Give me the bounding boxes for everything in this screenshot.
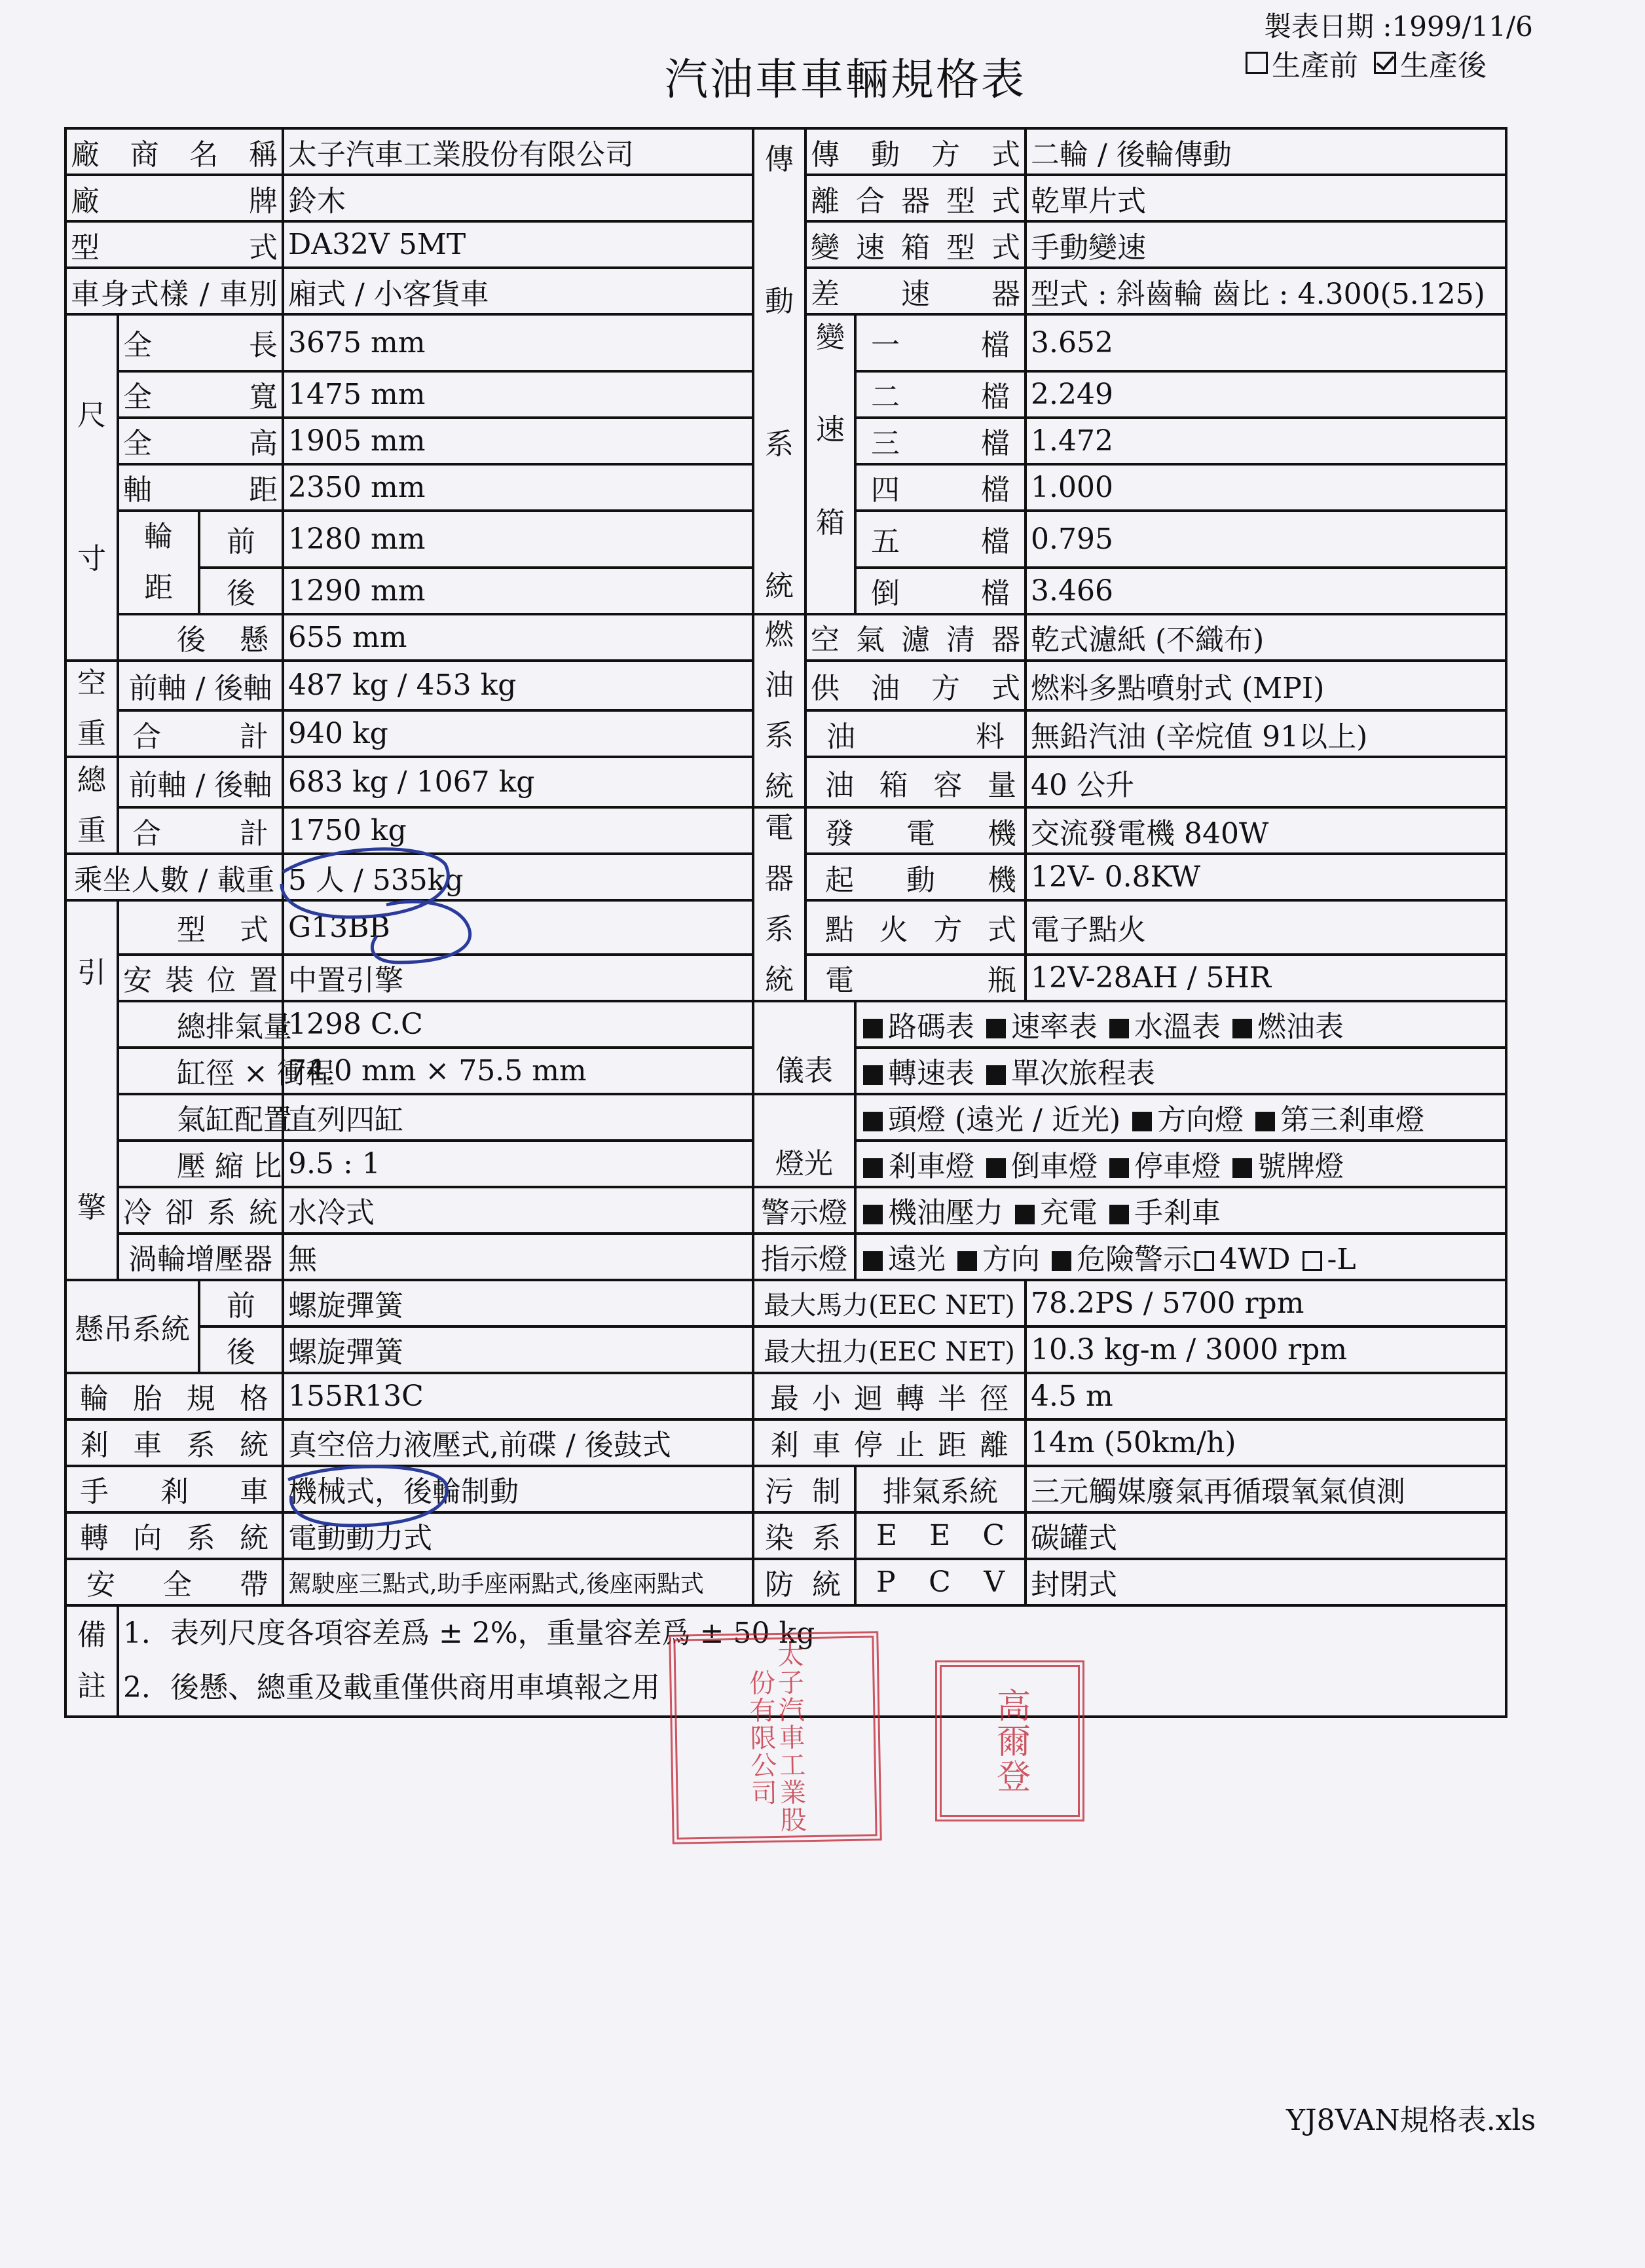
fuel-label: 油 料 [805, 710, 1026, 757]
battery-value: 12V-28AH / 5HR [1026, 955, 1506, 1001]
pollution-group-a: 污制 [753, 1466, 855, 1512]
note-2: 2．後懸、總重及載重僅供商用車填報之用 [118, 1661, 1506, 1717]
curb-axle-value: 487 kg / 453 kg [283, 661, 753, 711]
cylinder-value: 直列四缸 [283, 1094, 753, 1141]
curb-total-label: 合 計 [118, 710, 283, 757]
fuel-value: 無鉛汽油 (辛烷值 91以上) [1026, 710, 1506, 757]
curb-weight-group: 空 重 [65, 661, 118, 758]
rear-overhang-value: 655 mm [283, 614, 753, 661]
filled-square-icon [1232, 1158, 1252, 1178]
production-date: 製表日期 :1999/11/6 [1264, 10, 1533, 43]
filled-square-icon [1255, 1112, 1275, 1131]
dimension-group: 尺 寸 [65, 314, 118, 661]
table-row [65, 128, 1506, 175]
filled-square-icon [986, 1019, 1006, 1038]
gear2-label: 二 檔 [855, 371, 1026, 418]
turn-radius-label: 最小迴轉半徑 [753, 1373, 1026, 1419]
gear3-label: 三 檔 [855, 418, 1026, 464]
electrical-group: 電 器 系 統 [753, 807, 805, 1001]
company-seal: 太子汽車工業股份有限公司 [669, 1631, 882, 1844]
table-row [65, 1234, 1506, 1280]
steering-value: 電動動力式 [283, 1512, 753, 1559]
cylinder-label: 氣缸配置 [118, 1094, 283, 1141]
engine-type-value: G13BB [283, 900, 753, 955]
filled-square-icon [1052, 1251, 1071, 1271]
fuel-supply-value: 燃料多點噴射式 (MPI) [1026, 661, 1506, 711]
engine-group: 引 擎 [65, 900, 118, 1280]
meters-row1: 路碼表 速率表 水溫表 燃油表 [855, 1001, 1506, 1048]
eec-value: 碳罐式 [1026, 1512, 1506, 1559]
diff-value: 型式 : 斜齒輪 齒比 : 4.300(5.125) [1026, 268, 1506, 314]
curb-total-value: 940 kg [283, 710, 753, 757]
gear5-value: 0.795 [1026, 511, 1506, 568]
alternator-label: 發 電 機 [805, 807, 1026, 854]
notes-group: 備 註 [65, 1605, 118, 1717]
rear-overhang-label: 後 懸 [118, 614, 283, 661]
gearbox-value: 手動變速 [1026, 221, 1506, 268]
width-label: 全 寬 [118, 371, 283, 418]
air-filter-label: 空氣濾清器 [805, 614, 1026, 661]
indicator-lights: 遠光 方向 危險警示 4WD -L [855, 1234, 1506, 1280]
reverse-label: 倒 檔 [855, 568, 1026, 614]
ignition-label: 點火方式 [805, 900, 1026, 955]
passengers-value: 5 人 / 535kg [283, 854, 753, 900]
max-torque-label: 最大扭力(EEC NET) [753, 1326, 1026, 1373]
gross-total-label: 合 計 [118, 807, 283, 854]
wheelbase-label: 軸 距 [118, 464, 283, 511]
manufacturer-label: 廠 商 名 稱 [65, 128, 283, 175]
fuel-supply-label: 供 油 方 式 [805, 661, 1026, 711]
ignition-value: 電子點火 [1026, 900, 1506, 955]
clutch-label: 離合器型式 [805, 175, 1026, 221]
note-1: 1．表列尺度各項容差爲 ± 2%，重量容差爲 ± 50 kg [118, 1605, 1506, 1661]
suspension-front-value: 螺旋彈簧 [283, 1280, 753, 1326]
filled-square-icon [1109, 1019, 1129, 1038]
displacement-value: 1298 C.C [283, 1001, 753, 1048]
lights-row1: 頭燈 (遠光 / 近光) 方向燈 第三剎車燈 [855, 1094, 1506, 1141]
body-label: 車身式樣 / 車別 [65, 268, 283, 314]
brand-label: 廠 牌 [65, 175, 283, 221]
filled-square-icon [1232, 1019, 1252, 1038]
pre-production-checkbox[interactable] [1246, 52, 1268, 74]
max-power-value: 78.2PS / 5700 rpm [1026, 1280, 1506, 1326]
gear1-label: 一 檔 [855, 314, 1026, 371]
suspension-front-label: 前 [199, 1280, 283, 1326]
page-title: 汽油車車輛規格表 [665, 54, 1026, 105]
height-label: 全 高 [118, 418, 283, 464]
seatbelt-label: 安 全 帶 [65, 1559, 283, 1605]
turn-radius-value: 4.5 m [1026, 1373, 1506, 1419]
table-row [65, 1001, 1506, 1048]
model-label: 型 式 [65, 221, 283, 268]
fuel-group: 燃 油 系 統 [753, 614, 805, 808]
tire-value: 155R13C [283, 1373, 753, 1419]
filled-square-icon [1132, 1112, 1152, 1131]
table-row [65, 1466, 1506, 1512]
stop-distance-value: 14m (50km/h) [1026, 1419, 1506, 1466]
filled-square-icon [1109, 1205, 1129, 1224]
air-filter-value: 乾式濾紙 (不織布) [1026, 614, 1506, 661]
compression-value: 9.5 : 1 [283, 1141, 753, 1187]
exhaust-value: 三元觸媒廢氣再循環氧氣偵測 [1026, 1466, 1506, 1512]
table-row [65, 1280, 1506, 1326]
turbo-label: 渦輪增壓器 [118, 1234, 283, 1280]
bore-label: 缸徑 × 衝程 [118, 1048, 283, 1094]
tank-value: 40 公升 [1026, 757, 1506, 807]
table-row [65, 1559, 1506, 1605]
track-group: 輪 距 [118, 511, 199, 614]
filled-square-icon [863, 1112, 883, 1131]
post-production-label: 生產後 [1400, 49, 1487, 82]
cooling-label: 冷卻系統 [118, 1187, 283, 1234]
filled-square-icon [986, 1065, 1006, 1085]
reverse-value: 3.466 [1026, 568, 1506, 614]
displacement-label: 總排氣量 [118, 1001, 283, 1048]
manufacturer-value: 太子汽車工業股份有限公司 [283, 128, 753, 175]
width-value: 1475 mm [283, 371, 753, 418]
gear5-label: 五 檔 [855, 511, 1026, 568]
table-row [65, 1512, 1506, 1559]
gross-total-value: 1750 kg [283, 807, 753, 854]
length-value: 3675 mm [283, 314, 753, 371]
height-value: 1905 mm [283, 418, 753, 464]
brand-value: 鈴木 [283, 175, 753, 221]
filled-square-icon [957, 1251, 977, 1271]
gear-group: 變 速 箱 [805, 314, 855, 614]
gross-axle-value: 683 kg / 1067 kg [283, 757, 753, 807]
alternator-value: 交流發電機 840W [1026, 807, 1506, 854]
table-row [65, 1326, 1506, 1373]
stop-distance-label: 剎車停止距離 [753, 1419, 1026, 1466]
exhaust-label: 排氣系統 [855, 1466, 1026, 1512]
table-row [65, 1373, 1506, 1419]
drive-label: 傳 動 方 式 [805, 128, 1026, 175]
pollution-group-c: 防統 [753, 1559, 855, 1605]
indicator-label: 指示燈 [753, 1234, 855, 1280]
table-row [65, 614, 1506, 661]
table-row [65, 807, 1506, 854]
filled-square-icon [863, 1065, 883, 1085]
track-rear-value: 1290 mm [283, 568, 753, 614]
model-value: DA32V 5MT [283, 221, 753, 268]
pcv-value: 封閉式 [1026, 1559, 1506, 1605]
clutch-value: 乾單片式 [1026, 175, 1506, 221]
suspension-rear-value: 螺旋彈簧 [283, 1326, 753, 1373]
handbrake-value: 機械式，後輪制動 [283, 1466, 753, 1512]
meters-row2: 轉速表 單次旅程表 [855, 1048, 1506, 1094]
table-row [65, 1419, 1506, 1466]
tire-label: 輪 胎 規 格 [65, 1373, 283, 1419]
engine-position-value: 中置引擎 [283, 955, 753, 1001]
brake-label: 剎 車 系 統 [65, 1419, 283, 1466]
max-power-label: 最大馬力(EEC NET) [753, 1280, 1026, 1326]
gearbox-label: 變速箱型式 [805, 221, 1026, 268]
starter-value: 12V- 0.8KW [1026, 854, 1506, 900]
filled-square-icon [986, 1158, 1006, 1178]
pollution-group-b: 染系 [753, 1512, 855, 1559]
suspension-group: 懸吊系統 [65, 1280, 199, 1373]
starter-label: 起 動 機 [805, 854, 1026, 900]
drive-value: 二輪 / 後輪傳動 [1026, 128, 1506, 175]
length-label: 全 長 [118, 314, 283, 371]
filled-square-icon [863, 1205, 883, 1224]
meter-label: 儀表 [753, 1001, 855, 1094]
table-row [65, 1094, 1506, 1141]
gross-axle-label: 前軸 / 後軸 [118, 757, 283, 807]
tank-label: 油箱容量 [805, 757, 1026, 807]
filled-square-icon [863, 1251, 883, 1271]
body-value: 廂式 / 小客貨車 [283, 268, 753, 314]
warning-label: 警示燈 [753, 1187, 855, 1234]
warning-lights: 機油壓力 充電 手剎車 [855, 1187, 1506, 1234]
steering-label: 轉 向 系 統 [65, 1512, 283, 1559]
curb-axle-label: 前軸 / 後軸 [118, 661, 283, 711]
battery-label: 電 瓶 [805, 955, 1026, 1001]
filled-square-icon [1109, 1158, 1129, 1178]
spec-table [64, 127, 1507, 1718]
light-label: 燈光 [753, 1094, 855, 1187]
production-status [1246, 42, 1487, 84]
cooling-value: 水冷式 [283, 1187, 753, 1234]
filled-square-icon [863, 1158, 883, 1178]
gear1-value: 3.652 [1026, 314, 1506, 371]
track-front-label: 前 [199, 511, 283, 568]
turbo-value: 無 [283, 1234, 753, 1280]
track-rear-label: 後 [199, 568, 283, 614]
lights-row2: 剎車燈 倒車燈 停車燈 號牌燈 [855, 1141, 1506, 1187]
person-seal: 高爾登 [935, 1660, 1084, 1821]
pre-production-label: 生產前 [1272, 49, 1358, 82]
file-name: YJ8VAN規格表.xls [1286, 2104, 1536, 2137]
passengers-label: 乘坐人數 / 載重 [65, 854, 283, 900]
table-row [65, 1187, 1506, 1234]
gear3-value: 1.472 [1026, 418, 1506, 464]
transmission-group: 傳 動 系 統 [753, 128, 805, 614]
gear2-value: 2.249 [1026, 371, 1506, 418]
pcv-label: P C V [855, 1559, 1026, 1605]
track-front-value: 1280 mm [283, 511, 753, 568]
suspension-rear-label: 後 [199, 1326, 283, 1373]
handbrake-label: 手 剎 車 [65, 1466, 283, 1512]
bore-value: 74.0 mm × 75.5 mm [283, 1048, 753, 1094]
empty-square-icon [1303, 1251, 1322, 1271]
gear4-value: 1.000 [1026, 464, 1506, 511]
wheelbase-value: 2350 mm [283, 464, 753, 511]
seatbelt-value: 駕駛座三點式,助手座兩點式,後座兩點式 [283, 1559, 753, 1605]
diff-label: 差 速 器 [805, 268, 1026, 314]
gear4-label: 四 檔 [855, 464, 1026, 511]
gross-weight-group: 總 重 [65, 757, 118, 854]
engine-type-label: 型 式 [118, 900, 283, 955]
engine-position-label: 安裝位置 [118, 955, 283, 1001]
filled-square-icon [1015, 1205, 1035, 1224]
max-torque-value: 10.3 kg-m / 3000 rpm [1026, 1326, 1506, 1373]
empty-square-icon [1194, 1251, 1214, 1271]
filled-square-icon [863, 1019, 883, 1038]
eec-label: E E C [855, 1512, 1026, 1559]
compression-label: 壓 縮 比 [118, 1141, 283, 1187]
brake-value: 真空倍力液壓式,前碟 / 後鼓式 [283, 1419, 753, 1466]
post-production-checkbox[interactable] [1374, 52, 1396, 74]
